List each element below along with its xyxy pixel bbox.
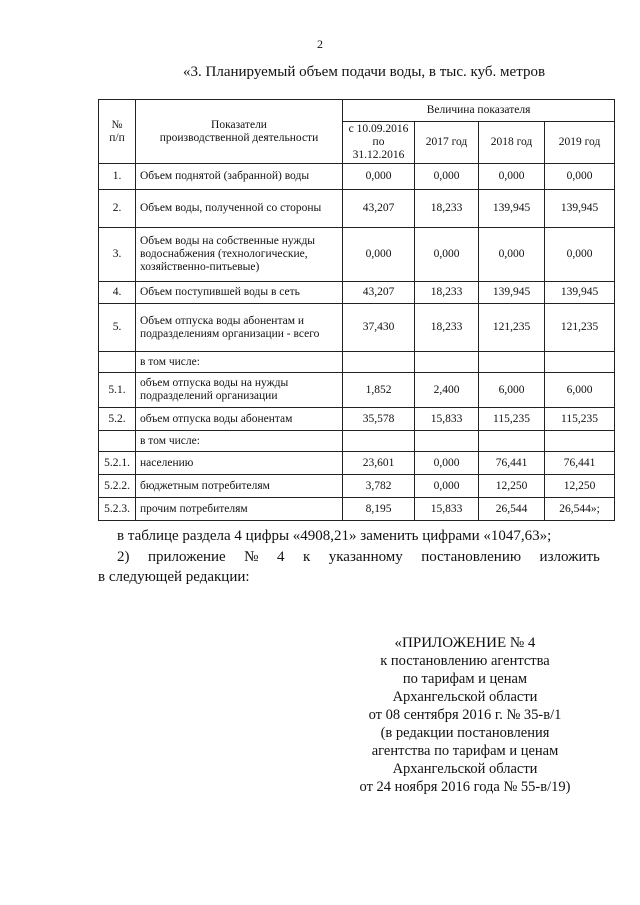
row-number: 2. (99, 190, 136, 228)
appendix-line: агентства по тарифам и ценам (371, 743, 559, 759)
text-word: к (302, 549, 311, 565)
value-2016: 23,601 (343, 452, 415, 475)
value-2017: 2,400 (415, 373, 479, 408)
row-number: 5. (99, 304, 136, 352)
value-2018: 121,235 (479, 304, 545, 352)
value-2017 (415, 352, 479, 373)
value-2018: 0,000 (479, 228, 545, 282)
value-2016: 37,430 (343, 304, 415, 352)
value-2017: 15,833 (415, 498, 479, 521)
value-2017: 18,233 (415, 304, 479, 352)
value-2017: 0,000 (415, 475, 479, 498)
appendix-line: по тарифам и ценам (402, 671, 528, 687)
value-2018 (479, 431, 545, 452)
row-label: в том числе: (136, 431, 343, 452)
value-2018 (479, 352, 545, 373)
appendix-title: «ПРИЛОЖЕНИЕ № 4 (394, 635, 536, 651)
value-2017: 0,000 (415, 164, 479, 190)
value-2016: 43,207 (343, 190, 415, 228)
header-year-2017: 2017 год (415, 122, 479, 164)
value-2017: 0,000 (415, 452, 479, 475)
row-label: объем отпуска воды абонентам (136, 408, 343, 431)
text-word: 4 (276, 549, 285, 565)
value-2017 (415, 431, 479, 452)
value-2019: 121,235 (545, 304, 615, 352)
page-number: 2 (317, 37, 323, 51)
value-2018: 139,945 (479, 190, 545, 228)
text-word: указанному (328, 549, 403, 565)
table-row (99, 164, 615, 190)
value-2019: 26,544»; (545, 498, 615, 521)
appendix-line: Архангельской области (392, 761, 538, 777)
value-2019: 76,441 (545, 452, 615, 475)
value-2016: 8,195 (343, 498, 415, 521)
value-2019: 0,000 (545, 228, 615, 282)
text-word: изложить (539, 549, 600, 565)
row-number: 1. (99, 164, 136, 190)
row-number: 4. (99, 282, 136, 304)
appendix-line: (в редакции постановления (380, 725, 550, 741)
row-label: бюджетным потребителям (136, 475, 343, 498)
table-row (99, 282, 615, 304)
value-2016: 1,852 (343, 373, 415, 408)
appendix-line: от 08 сентября 2016 г. № 35-в/1 (368, 707, 562, 723)
text-word: 2) (117, 549, 130, 565)
text-word: приложение (147, 549, 226, 565)
value-2017: 15,833 (415, 408, 479, 431)
value-2018: 12,250 (479, 475, 545, 498)
amendment-text-line-3: в следующей редакции: (98, 569, 250, 585)
amendment-text-line-1: в таблице раздела 4 цифры «4908,21» заменить цифрами «1047,63»; (117, 528, 552, 544)
value-2017: 18,233 (415, 190, 479, 228)
row-label: прочим потребителям (136, 498, 343, 521)
row-number: 5.2.2. (99, 475, 136, 498)
table-row (99, 373, 615, 408)
row-number: 5.2.3. (99, 498, 136, 521)
table-row (99, 228, 615, 282)
value-2016 (343, 431, 415, 452)
value-2019 (545, 352, 615, 373)
value-2016: 3,782 (343, 475, 415, 498)
value-2016: 0,000 (343, 164, 415, 190)
row-label: Объем поступившей воды в сеть (136, 282, 343, 304)
row-label: Объем поднятой (забранной) воды (136, 164, 343, 190)
row-label: Объем отпуска воды абонентам и подразделениям организации - всего (136, 304, 343, 352)
table-row (99, 475, 615, 498)
section-title: «3. Планируемый объем подачи воды, в тыс. куб. метров (183, 64, 546, 80)
value-2019 (545, 431, 615, 452)
table-row (99, 190, 615, 228)
row-label: в том числе: (136, 352, 343, 373)
row-number (99, 352, 136, 373)
amendment-text-line-2 (117, 549, 600, 566)
text-word: постановлению (421, 549, 522, 565)
water-supply-table (98, 99, 615, 521)
row-label: объем отпуска воды на нужды подразделений организации (136, 373, 343, 408)
value-2016 (343, 352, 415, 373)
header-number (99, 100, 136, 164)
value-2018: 6,000 (479, 373, 545, 408)
header-period-2016 (343, 122, 415, 164)
header-indicator (136, 100, 343, 164)
table-row (99, 498, 615, 521)
table-row (99, 408, 615, 431)
value-2019: 115,235 (545, 408, 615, 431)
table-row (99, 352, 615, 373)
appendix-line: Архангельской области (392, 689, 538, 705)
value-2016: 0,000 (343, 228, 415, 282)
value-2016: 35,578 (343, 408, 415, 431)
header-value-group: Величина показателя (343, 100, 615, 122)
value-2019: 12,250 (545, 475, 615, 498)
row-number: 3. (99, 228, 136, 282)
row-number: 5.2. (99, 408, 136, 431)
row-number: 5.2.1. (99, 452, 136, 475)
value-2017: 18,233 (415, 282, 479, 304)
row-number: 5.1. (99, 373, 136, 408)
header-year-2019: 2019 год (545, 122, 615, 164)
table-row (99, 431, 615, 452)
row-label: Объем воды на собственные нужды водоснабжения (технологические, хозяйственно-питьевые) (136, 228, 343, 282)
value-2017: 0,000 (415, 228, 479, 282)
text-word: № (244, 549, 259, 565)
value-2018: 0,000 (479, 164, 545, 190)
header-period-label: с 10.09.2016 по 31.12.2016 (348, 123, 409, 161)
value-2019: 0,000 (545, 164, 615, 190)
table-row (99, 304, 615, 352)
row-label: Объем воды, полученной со стороны (136, 190, 343, 228)
value-2019: 6,000 (545, 373, 615, 408)
value-2018: 76,441 (479, 452, 545, 475)
value-2019: 139,945 (545, 282, 615, 304)
value-2019: 139,945 (545, 190, 615, 228)
appendix-block (330, 634, 600, 796)
header-year-2018: 2018 год (479, 122, 545, 164)
value-2018: 115,235 (479, 408, 545, 431)
table-row (99, 452, 615, 475)
value-2016: 43,207 (343, 282, 415, 304)
appendix-line: к постановлению агентства (380, 653, 550, 669)
value-2018: 26,544 (479, 498, 545, 521)
header-indicator-label: Показатели производственной деятельности (159, 118, 319, 144)
appendix-line: от 24 ноября 2016 года № 55-в/19) (359, 779, 571, 795)
header-number-label: № п/п (109, 118, 125, 144)
value-2018: 139,945 (479, 282, 545, 304)
row-number (99, 431, 136, 452)
row-label: населению (136, 452, 343, 475)
